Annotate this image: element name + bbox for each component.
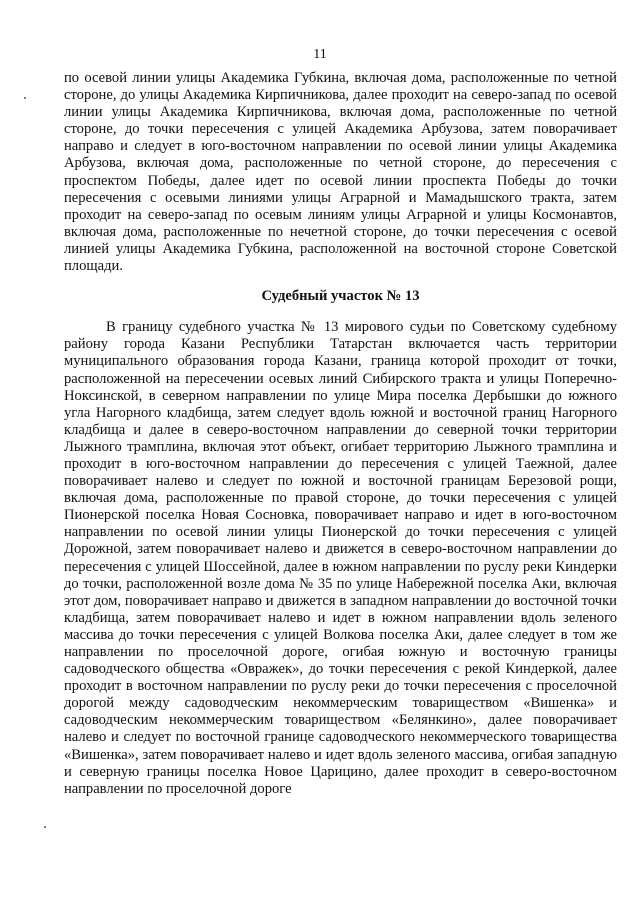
scan-speck <box>24 97 26 99</box>
page-number: 11 <box>313 47 327 62</box>
paragraph-district-13: В границу судебного участка № 13 мирового судьи по Советскому судебному району города Казани Республики Татарстан включается часть территории муниципального образования города Казани, граница которой проходит от точки, расположенной на пересечении осевых линий Сибирского тракта и улицы Поперечно-Ноксинской, в северном направлении по улице Мира поселка Дербышки до южного угла Нагорного кладбища, затем следует вдоль южной и восточной границ Нагорного кладбища и далее в северо-восточном направлении до северной точки территории Лыжного трамплина, включая этот объект, огибает территорию Лыжного трамплина и проходит в юго-восточном направлении до пересечения с улицей Таежной, далее поворачивает налево и следует по южной и восточной границам Березовой рощи, включая дома, расположенные по правой стороне, до точки пересечения с улицей Пионерской поселка Новая Сосновка, поворачивает направо и идет в юго-восточном направлении по осевой линии улицы Пионерской до точки пересечения с улицей Дорожной, затем поворачивает налево и движется в северо-восточном направлении до пересечения с улицей Шоссейной, далее в южном направлении по руслу реки Киндерки до точки, расположенной возле дома № 35 по улице Набережной поселка Аки, включая этот дом, поворачивает направо и движется в западном направлении до восточной точки кладбища, затем поворачивает налево и идет в южном направлении вдоль зеленого массива до точки пересечения с улицей Волкова поселка Аки, далее следует в том же направлении по проселочной дороге, огибая южную и восточную границы садоводческого общества «Овражек», до точки пересечения с рекой Киндеркой, далее проходит в восточном направлении по руслу реки до точки пересечения с проселочной дорогой между садоводческим некоммерческим товариществом «Вишенка» и садоводческим некоммерческим товариществом «Белянкино», далее поворачивает налево и следует по восточной границе садоводческого некоммерческого товарищества «Вишенка», затем поворачивает налево и идет вдоль зеленого массива, огибая западную и северную границы поселка Новое Царицино, далее проходит в северо-восточном направлении по проселочной дороге <box>64 319 617 797</box>
scan-speck <box>44 826 46 828</box>
paragraph-continuation: по осевой линии улицы Академика Губкина, включая дома, расположенные по четной стороне, до улицы Академика Кирпичникова, далее проходит на северо-запад по осевой линии улицы Академика Кирпичникова, включая дома, расположенные по четной стороне, до точки пересечения с улицей Академика Арбузова, затем поворачивает направо и следует в юго-восточном направлении по осевой линии улицы Академика Арбузова, включая дома, расположенные по четной стороне, до пересечения с проспектом Победы, далее идет по осевой линии проспекта Победы до точки пересечения с осевыми линиями улицы Аграрной и Мамадышского тракта, затем проходит на северо-запад по осевым линиям улицы Аграрной и улицы Космонавтов, включая дома, расположенные по нечетной стороне, до точки пересечения с осевой линией улицы Академика Губкина, расположенной на восточной стороне Советской площади. <box>64 70 617 275</box>
section-heading: Судебный участок № 13 <box>261 288 420 305</box>
document-body <box>64 70 617 798</box>
